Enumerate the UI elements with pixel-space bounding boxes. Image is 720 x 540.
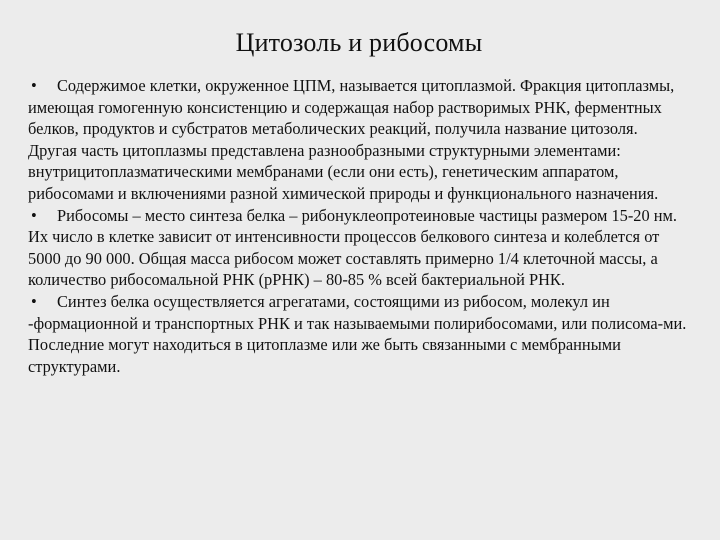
paragraph-cytosol (28, 75, 690, 205)
paragraph-ribosomes (28, 205, 690, 291)
paragraph-text: Рибосомы – место синтеза белка – рибонуклеопротеиновые частицы размером 15-20 нм. Их число в клетке зависит от интенсивности процессов белкового синтеза и колеблется от 5000 до 90 000. Общая масса рибосом может составлять примерно 1/4 клеточной массы, а количество рибосомальной РНК (рРНК) – 80-85 % всей бактериальной РНК. (28, 205, 678, 290)
bullet-icon: • (31, 205, 37, 225)
paragraph-text: Содержимое клетки, окруженное ЦПМ, называется цитоплазмой. Фракция цитоплазмы, имеющая гомогенную консистенцию и содержащая набор растворимых РНК, ферментных белков, продуктов и субстратов метаболических реакций, получила название цитозоля. Другая часть цитоплазмы представлена разнообразными структурными элементами: внутрицитоплазматическими мембранами (если они есть), генетическим аппаратом, рибосомами и включениями разной химической природы и функционального назначения. (28, 76, 675, 203)
paragraph-protein-synthesis (28, 291, 690, 377)
bullet-icon: • (31, 76, 37, 95)
slide-title: Цитозоль и рибосомы (235, 28, 483, 57)
slide-body (28, 75, 690, 377)
bullet-icon: • (31, 291, 37, 311)
paragraph-text: Синтез белка осуществляется агрегатами, состоящими из рибосом, молекул ин -формационной и транспортных РНК и так называемыми полирибосомами, или полисома-ми. Последние могут находиться в цитоплазме или же быть связанными с мембранными структурами. (28, 291, 687, 376)
